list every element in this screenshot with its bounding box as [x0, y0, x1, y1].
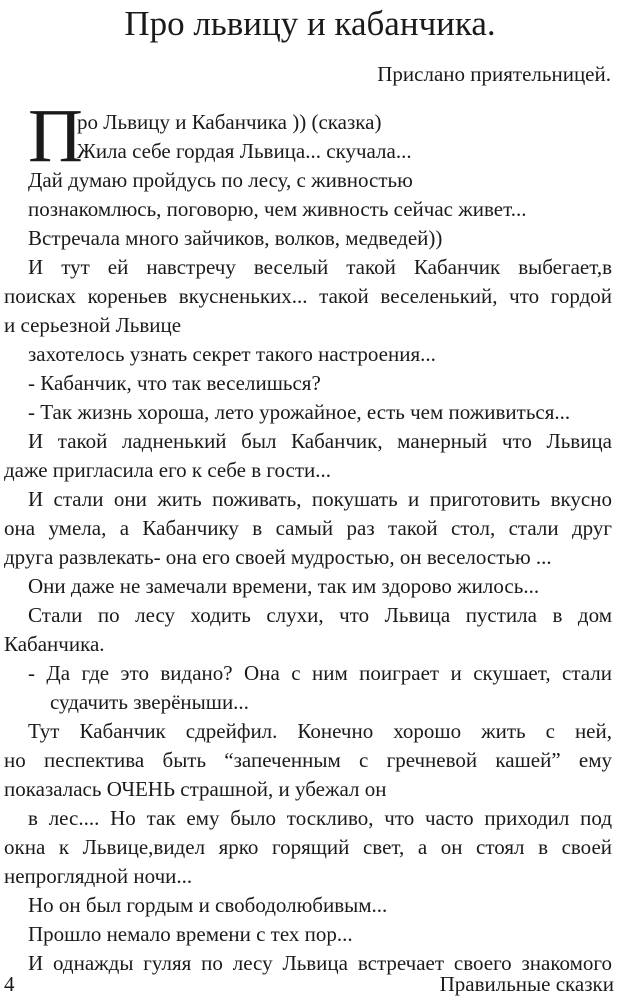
running-title: Правильные сказки — [439, 972, 614, 996]
text-line: показалась ОЧЕНЬ страшной, и убежал он — [4, 777, 387, 801]
text-line: судачить зверёныши... — [50, 690, 249, 714]
text-line: - Так жизнь хороша, лето урожайное, есть чем поживиться... — [28, 400, 571, 424]
sender-note: Прислано приятельницей. — [377, 62, 611, 86]
text-line: даже пригласила его к себе в гости... — [4, 458, 331, 482]
page-title: Про львицу и кабанчика. — [124, 4, 496, 43]
text-line: Кабанчика. — [4, 632, 105, 656]
text-line: Но он был гордым и свободолюбивым... — [28, 893, 388, 917]
text-line: но песпектива быть “запеченным с гречневой кашей” ему — [4, 748, 612, 772]
text-line: Встречала много зайчиков, волков, медведей)) — [28, 226, 443, 250]
text-line: в лес.... Но так ему было тоскливо, что часто приходил под — [28, 806, 612, 830]
text-line: И такой ладненький был Кабанчик, манерный что Львица — [28, 429, 612, 453]
text-line: непроглядной ночи... — [4, 864, 193, 888]
text-line: поисках кореньев вкусненьких... такой веселенький, что гордой — [4, 284, 612, 308]
text-line: окна к Львице,видел ярко горящий свет, а он стоял в своей — [4, 835, 612, 859]
text-line: познакомлюсь, поговорю, чем живность сейчас живет... — [28, 197, 527, 221]
text-line: Они даже не замечали времени, так им здорово жилось... — [28, 574, 540, 598]
text-line: - Да где это видано? Она с ним поиграет и скушает, стали — [28, 661, 612, 685]
text-line: она умела, а Кабанчику в самый раз такой стол, стали друг — [4, 516, 612, 540]
drop-cap: П — [28, 94, 83, 178]
text-line: Тут Кабанчик сдрейфил. Конечно хорошо жить с ней, — [28, 719, 612, 743]
text-line: - Кабанчик, что так веселишься? — [28, 371, 321, 395]
text-line: Дай думаю пройдусь по лесу, с живностью — [28, 168, 413, 192]
page-number: 4 — [4, 972, 15, 996]
text-line: И стали они жить поживать, покушать и приготовить вкусно — [28, 487, 612, 511]
text-line: Прошло немало времени с тех пор... — [28, 922, 353, 946]
text-line: И однажды гуляя по лесу Львица встречает своего знакомого — [28, 951, 612, 975]
text-line: Стали по лесу ходить слухи, что Львица пустила в дом — [28, 603, 612, 627]
text-line: ро Львицу и Кабанчика )) (сказка) — [77, 110, 382, 134]
text-line: друга развлекать- она его своей мудростью, он веселостью ... — [4, 545, 552, 569]
text-line: и серьезной Львице — [4, 313, 182, 337]
text-line: Жила себе гордая Львица... скучала... — [77, 139, 412, 163]
text-line: захотелось узнать секрет такого настроения... — [28, 342, 436, 366]
text-line: И тут ей навстречу веселый такой Кабанчик выбегает,в — [28, 255, 612, 279]
